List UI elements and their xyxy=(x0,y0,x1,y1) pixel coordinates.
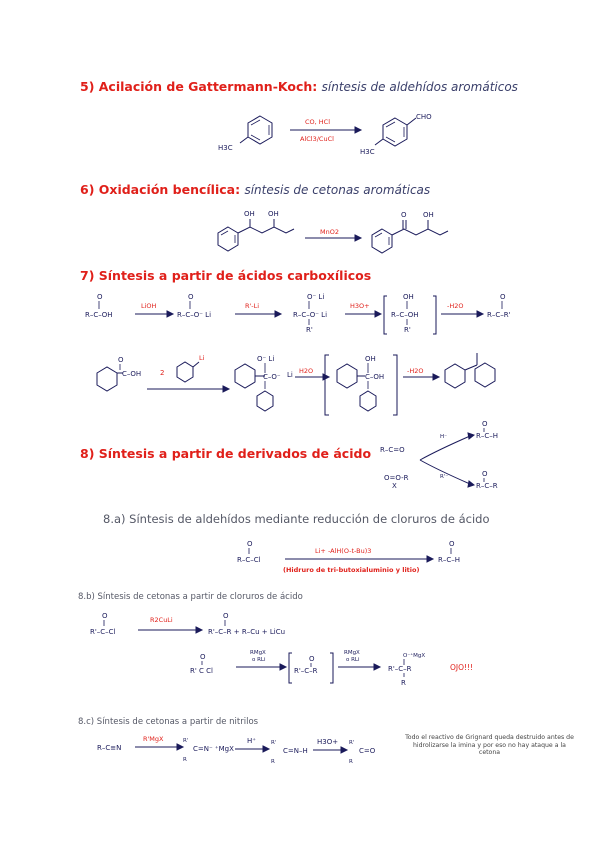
phenyl-li: Li xyxy=(199,354,205,362)
svg-text:R: R xyxy=(349,759,353,765)
carboxylic-acid-row-1 xyxy=(85,290,535,340)
ketone-label-8: R–C–R xyxy=(476,482,498,490)
product-cho: CHO xyxy=(416,113,432,121)
svg-text:O⁻ Li: O⁻ Li xyxy=(257,355,275,363)
svg-text:O⁻ Li: O⁻ Li xyxy=(307,293,325,301)
svg-text:R'–C–R: R'–C–R xyxy=(388,665,412,673)
alkoxide-product: O⁻⁺MgX xyxy=(403,653,426,659)
carboxylate-label: R–C–O⁻ Li xyxy=(177,311,212,319)
reagent-lialh: Li+ -AlH(O-t-Bu)3 xyxy=(315,547,372,555)
acid-chloride-8b: R'–C–Cl xyxy=(90,628,116,636)
acid-chloride-reduction xyxy=(235,538,485,583)
svg-text:OH: OH xyxy=(365,355,376,363)
ketone-label: R–C–R' xyxy=(487,311,511,319)
section-8-title: 8) Síntesis a partir de derivados de ácido xyxy=(80,446,372,461)
acid-chloride-8b-2: R' C Cl xyxy=(190,667,213,675)
svg-text:O: O xyxy=(118,356,124,364)
cyclohexyl-ring xyxy=(97,367,117,391)
cuprate-reaction xyxy=(88,608,448,640)
reagent-minus-h2o: -H2O xyxy=(447,302,464,310)
acid-label: R–C–OH xyxy=(85,311,113,319)
reagent-alcl3-cucl: AlCl3/CuCl xyxy=(300,135,334,143)
dianion-label: R–C–O⁻ Li xyxy=(293,311,328,319)
svg-text:O: O xyxy=(482,470,488,478)
reagent-r2culi: R2CuLi xyxy=(150,616,173,624)
carboxylic-acid-row-2 xyxy=(85,345,535,420)
svg-text:R: R xyxy=(183,757,187,763)
diol-label: R–C–OH xyxy=(391,311,419,319)
section-5-heading xyxy=(80,79,518,94)
svg-text:R': R' xyxy=(306,326,313,334)
benzylic-oxidation-scheme xyxy=(210,205,460,260)
svg-text:O: O xyxy=(200,653,206,661)
section-6-heading xyxy=(80,182,430,197)
section-6-subtitle: síntesis de cetonas aromáticas xyxy=(244,183,431,197)
section-5-subtitle: síntesis de aldehídos aromáticos xyxy=(321,80,518,94)
svg-text:R': R' xyxy=(404,326,411,334)
reagent-h3o-8c: H3O+ xyxy=(317,738,339,746)
svg-text:RMgX: RMgX xyxy=(250,650,266,656)
imine-salt: C=N⁻ ⁺MgX xyxy=(193,745,234,753)
cuprate-products: R'–C–R + R–Cu + LiCu xyxy=(208,628,286,636)
svg-text:R: R xyxy=(271,759,275,765)
ketone-8c: C=O xyxy=(359,747,376,755)
grignard-note: Todo el reactivo de Grignard queda destruido antes de hidrolizarse la imina y por eso no hay ataque a la cetona xyxy=(405,734,574,757)
svg-text:Li: Li xyxy=(287,371,293,379)
svg-text:O: O xyxy=(309,655,315,663)
section-8c-title: 8.c) Síntesis de cetonas a partir de nitrilos xyxy=(78,717,259,727)
reagent-rli: R'-Li xyxy=(245,302,260,310)
reagent-rmgx: R'MgX xyxy=(143,735,164,743)
svg-text:OH: OH xyxy=(403,293,414,301)
svg-text:o RLi: o RLi xyxy=(346,657,360,663)
svg-text:C–OH: C–OH xyxy=(365,373,385,381)
x-label: X xyxy=(392,482,397,490)
nitrile-label: R–C≡N xyxy=(97,744,122,752)
oh-1: OH xyxy=(244,210,255,218)
svg-text:R': R' xyxy=(349,740,355,746)
section-8b-title: 8.b) Síntesis de cetonas a partir de cloruros de ácido xyxy=(78,592,303,602)
section-7-title: 7) Síntesis a partir de ácidos carboxílicos xyxy=(80,268,372,283)
reagent-count: 2 xyxy=(160,369,165,377)
aldehyde-product: R–C–H xyxy=(438,556,461,564)
product-methyl: H3C xyxy=(360,148,375,156)
reagent-lioh: LiOH xyxy=(141,302,157,310)
imine-label: C=N–H xyxy=(283,747,308,755)
acyl-label: R–C=O xyxy=(380,446,405,454)
svg-text:O: O xyxy=(188,293,194,301)
leaving-label: O=O-R xyxy=(384,474,409,482)
r-minus-label: R'⁻ xyxy=(440,474,449,480)
reagent-name: (Hidruro de tri-butoxialuminio y litio) xyxy=(283,566,420,574)
warning-ojo: OJO!!! xyxy=(450,663,474,672)
acid-chloride-label: R–C–Cl xyxy=(237,556,261,564)
reagent-minus-h2o-2: -H2O xyxy=(407,367,424,375)
ketone-intermediate: R'–C–R xyxy=(294,667,318,675)
aldehyde-label: R–C–H xyxy=(476,432,499,440)
svg-text:O: O xyxy=(482,420,488,428)
reagent-h2o: H2O xyxy=(299,367,314,375)
nitrile-reaction xyxy=(95,733,405,773)
oh-3: OH xyxy=(423,211,434,219)
acid-derivative-scheme xyxy=(378,420,518,495)
svg-text:O: O xyxy=(102,612,108,620)
section-8a-title: 8.a) Síntesis de aldehídos mediante reducción de cloruros de ácido xyxy=(103,512,490,526)
reagent-co-hcl: CO, HCl xyxy=(305,118,331,126)
svg-text:O: O xyxy=(223,612,229,620)
svg-text:R': R' xyxy=(271,740,277,746)
svg-text:R: R xyxy=(401,679,406,687)
reagent-h3o: H3O+ xyxy=(350,302,370,310)
ketone-o: O xyxy=(401,211,407,219)
svg-text:O: O xyxy=(449,540,455,548)
toluene-label: H3C xyxy=(218,144,233,152)
section-6-title: 6) Oxidación bencílica: xyxy=(80,182,241,197)
svg-text:RMgX: RMgX xyxy=(344,650,360,656)
oh-2: OH xyxy=(268,210,279,218)
svg-text:O: O xyxy=(97,293,103,301)
gattermann-koch-scheme xyxy=(210,108,450,163)
svg-text:O: O xyxy=(500,293,506,301)
svg-text:R': R' xyxy=(183,738,189,744)
acid-cooh: C–OH xyxy=(122,370,142,378)
grignard-over-addition xyxy=(188,645,488,690)
reagent-mno2: MnO2 xyxy=(320,228,339,236)
svg-text:C–O⁻: C–O⁻ xyxy=(263,373,281,381)
hydride-label: H⁻ xyxy=(440,434,448,440)
svg-text:o RLi: o RLi xyxy=(252,657,266,663)
reagent-h-plus: H⁺ xyxy=(247,737,256,745)
svg-text:O: O xyxy=(247,540,253,548)
section-5-title: 5) Acilación de Gattermann-Koch: xyxy=(80,79,318,94)
